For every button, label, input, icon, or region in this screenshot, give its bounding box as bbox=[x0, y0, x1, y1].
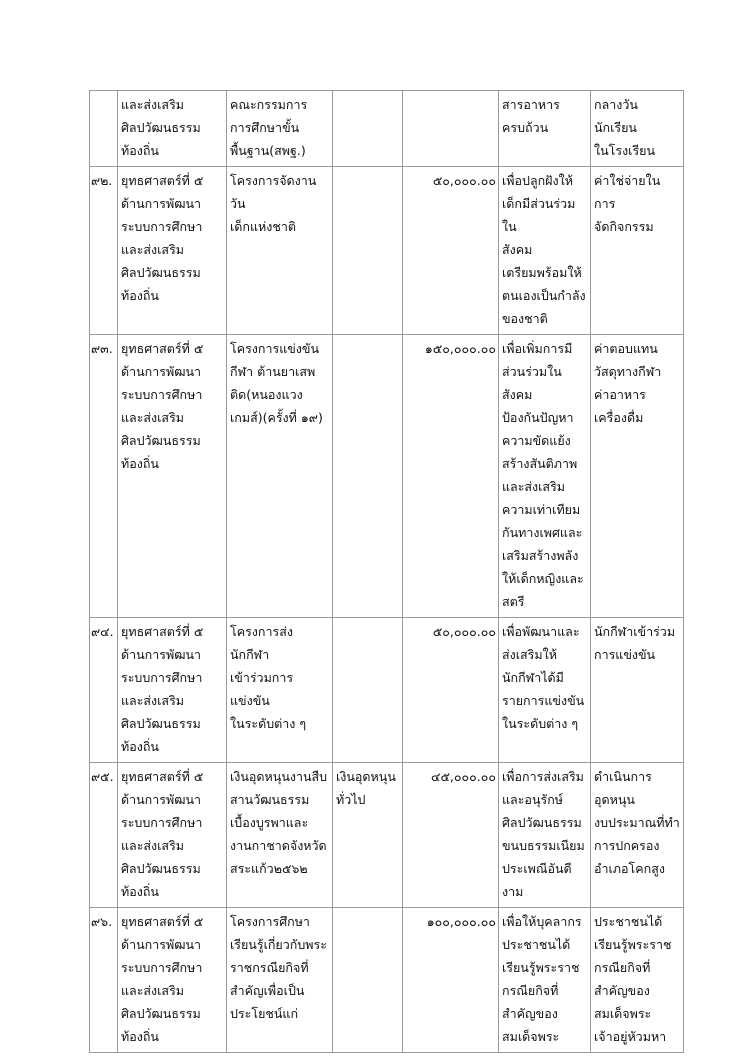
table-row bbox=[90, 763, 684, 908]
objective-cell: เพื่อพัฒนาและ ส่งเสริมให้ นักกีฬาได้มี รายการแข่งขัน ในระดับต่าง ๆ bbox=[499, 618, 591, 763]
output-cell: ค่าตอบแทน วัสดุทางกีฬา ค่าอาหาร เครื่องดื่ม bbox=[591, 335, 684, 618]
strategy-cell: ยุทธศาสตร์ที่ ๕ ด้านการพัฒนา ระบบการศึกษา และส่งเสริม ศิลปวัฒนธรรม ท้องถิ่น bbox=[118, 618, 227, 763]
category-cell bbox=[333, 167, 403, 335]
project-cell: โครงการจัดงานวัน เด็กแห่งชาติ bbox=[227, 167, 333, 335]
row-number: ๙๖. bbox=[90, 908, 118, 1053]
output-cell: ดำเนินการ อุดหนุน งบประมาณที่ทำ การปกครอง อำเภอโคกสูง bbox=[591, 763, 684, 908]
project-cell: เงินอุดหนุนงานสืบ สานวัฒนธรรม เบื้องบูรพาและ งานกาชาดจังหวัด สระแก้ว๒๕๖๒ bbox=[227, 763, 333, 908]
strategy-cell: และส่งเสริม ศิลปวัฒนธรรม ท้องถิ่น bbox=[118, 91, 227, 167]
output-cell: นักกีฬาเข้าร่วม การแข่งขัน bbox=[591, 618, 684, 763]
objective-cell: เพื่อเพิ่มการมี ส่วนร่วมในสังคม ป้องกันปัญหา ความขัดแย้ง สร้างสันติภาพ และส่งเสริม ความเท่าเทียม กันทางเพศและ เสริมสร้างพลัง ให้เด็กหญิงและ สตรี bbox=[499, 335, 591, 618]
category-cell: เงินอุดหนุน ทั่วไป bbox=[333, 763, 403, 908]
output-cell: ค่าใช่จ่ายในการ จัดกิจกรรม bbox=[591, 167, 684, 335]
amount-cell bbox=[403, 91, 499, 167]
output-cell: ประชาชนได้ เรียนรู้พระราช กรณียกิจที่ สำคัญของ สมเด็จพระ เจ้าอยู่หัวมหา bbox=[591, 908, 684, 1053]
table-row bbox=[90, 335, 684, 618]
project-cell: โครงการแข่งขัน กีฬา ต้านยาเสพ ติด(หนองแวง เกมส์)(ครั้งที่ ๑๙) bbox=[227, 335, 333, 618]
amount-cell: ๑๕๐,๐๐๐.๐๐ bbox=[403, 335, 499, 618]
table-row bbox=[90, 91, 684, 167]
table-row bbox=[90, 167, 684, 335]
project-cell: โครงการศึกษา เรียนรู้เกี่ยวกับพระ ราชกรณียกิจที่ สำคัญเพื่อเป็น ประโยชน์แก่ bbox=[227, 908, 333, 1053]
objective-cell: เพื่อให้บุคลากร ประชาชนได้ เรียนรู้พระราช กรณียกิจที่ สำคัญของ สมเด็จพระ bbox=[499, 908, 591, 1053]
amount-cell: ๕๐,๐๐๐.๐๐ bbox=[403, 618, 499, 763]
amount-cell: ๑๐๐,๐๐๐.๐๐ bbox=[403, 908, 499, 1053]
table-row bbox=[90, 618, 684, 763]
objective-cell: สารอาหาร ครบถ้วน bbox=[499, 91, 591, 167]
table-row bbox=[90, 908, 684, 1053]
amount-cell: ๔๕,๐๐๐.๐๐ bbox=[403, 763, 499, 908]
strategy-cell: ยุทธศาสตร์ที่ ๕ ด้านการพัฒนา ระบบการศึกษา และส่งเสริม ศิลปวัฒนธรรม ท้องถิ่น bbox=[118, 167, 227, 335]
objective-cell: เพื่อปลูกฝังให้ เด็กมีส่วนร่วมใน สังคม เตรียมพร้อมให้ ตนเองเป็นกำลัง ของชาติ bbox=[499, 167, 591, 335]
project-cell: คณะกรรมการ การศึกษาขั้น พื้นฐาน(สพฐ.) bbox=[227, 91, 333, 167]
strategy-cell: ยุทธศาสตร์ที่ ๕ ด้านการพัฒนา ระบบการศึกษา และส่งเสริม ศิลปวัฒนธรรม ท้องถิ่น bbox=[118, 763, 227, 908]
output-cell: กลางวันนักเรียน ในโรงเรียน bbox=[591, 91, 684, 167]
row-number: ๙๔. bbox=[90, 618, 118, 763]
category-cell bbox=[333, 335, 403, 618]
row-number bbox=[90, 91, 118, 167]
budget-table bbox=[89, 90, 684, 1053]
row-number: ๙๒. bbox=[90, 167, 118, 335]
category-cell bbox=[333, 908, 403, 1053]
strategy-cell: ยุทธศาสตร์ที่ ๕ ด้านการพัฒนา ระบบการศึกษา และส่งเสริม ศิลปวัฒนธรรม ท้องถิ่น bbox=[118, 908, 227, 1053]
objective-cell: เพื่อการส่งเสริม และอนุรักษ์ ศิลปวัฒนธรรม ขนบธรรมเนียม ประเพณีอันดี งาม bbox=[499, 763, 591, 908]
amount-cell: ๕๐,๐๐๐.๐๐ bbox=[403, 167, 499, 335]
project-cell: โครงการส่งนักกีฬา เข้าร่วมการแข่งขัน ในระดับต่าง ๆ bbox=[227, 618, 333, 763]
row-number: ๙๕. bbox=[90, 763, 118, 908]
category-cell bbox=[333, 91, 403, 167]
strategy-cell: ยุทธศาสตร์ที่ ๕ ด้านการพัฒนา ระบบการศึกษา และส่งเสริม ศิลปวัฒนธรรม ท้องถิ่น bbox=[118, 335, 227, 618]
category-cell bbox=[333, 618, 403, 763]
row-number: ๙๓. bbox=[90, 335, 118, 618]
